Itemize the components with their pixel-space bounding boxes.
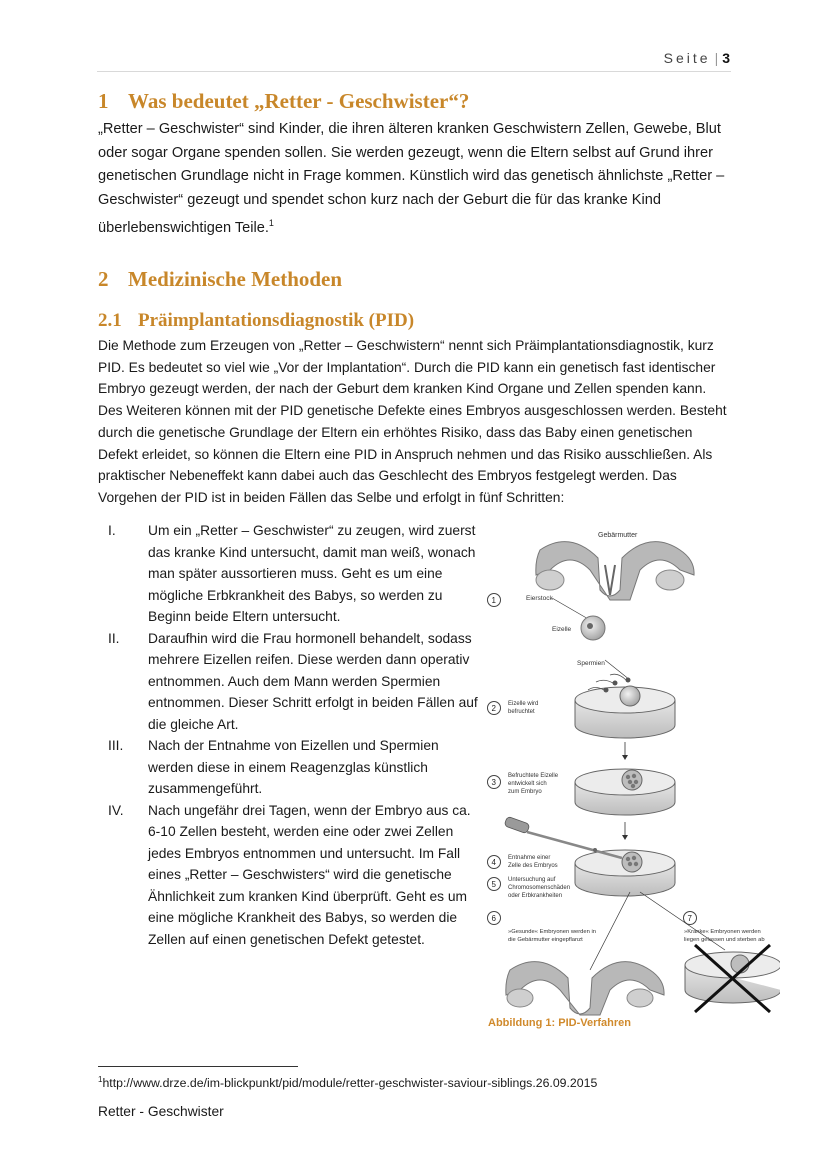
section-2-1-paragraph: Die Methode zum Erzeugen von „Retter – Geschwistern“ nennt sich Präimplantationsdiagnostik, kurz PID. Es bedeutet so viel wie „Vor der Implantation“. Durch die PID kann ein genetisch fast identischer Embryo gezeugt werden, der nach der Geburt dem kranken Kind Organe und Zellen spenden kann. Des Weiteren können mit der PID genetische Defekte eines Embryos ausgeschlossen werden. Besteht durch die genetische Grundlage der Eltern ein erhöhtes Risiko, dass das Baby einen genetischen Defekt erleidet, so können die Eltern eine PID in Anspruch nehmen und das Risiko ausschließen. Als praktischer Nebeneffekt kann dabei auch das Geschlecht des Embryos festgelegt werden. Das Vorgehen der PID ist in beiden Fällen das Selbe und erfolgt in fünf Schritten:	[98, 338, 727, 505]
footnote-link[interactable]: http://www.drze.de/im-blickpunkt/pid/module/retter-geschwister-saviour-siblings.26.09.2015	[102, 1076, 598, 1091]
page-number: 3	[722, 50, 730, 66]
footnote-reference: 1	[268, 218, 274, 229]
label-healthy-line2: die Gebärmutter eingepflanzt	[508, 937, 583, 943]
label-ovary: Eierstock	[526, 595, 553, 602]
list-item	[98, 735, 478, 800]
step-text: Nach ungefähr drei Tagen, wenn der Embryo aus ca. 6-10 Zellen besteht, werden eine oder zwei Zellen jedes Embryos entnommen und untersucht. Im Fall eines „Retter – Geschwisters“ wird die genetische Ähnlichkeit zum kranken Kind überprüft. Geht es um eine mögliche Krankheit des Babys, so werden die Zellen auf einen genetischen Defekt getestet.	[148, 802, 471, 947]
figure-caption: Abbildung 1: PID-Verfahren	[488, 1017, 632, 1029]
label-uterus: Gebärmutter	[598, 532, 638, 539]
label-exam-line3: oder Erbkrankheiten	[508, 893, 563, 899]
step-text: Daraufhin wird die Frau hormonell behandelt, sodass mehrere Eizellen reifen. Diese werden dann operativ entnommen. Auch dem Mann werden Spermien entnommen. Dieser Schritt erfolgt in beiden Fällen auf die gleiche Art.	[148, 630, 478, 732]
step-text: Nach der Entnahme von Eizellen und Spermien werden diese in einem Reagenzglas künstlich zusammengeführt.	[148, 738, 439, 796]
section-1-number: 1	[98, 89, 109, 113]
page-header	[664, 50, 730, 66]
list-item	[98, 520, 478, 628]
label-extraction-line1: Entnahme einer	[508, 855, 551, 861]
step-number-2: 2	[491, 704, 496, 713]
section-2-number: 2	[98, 267, 109, 291]
footnote-divider	[98, 1066, 298, 1067]
petri-dish-embryo	[575, 769, 675, 815]
step-numeral: III.	[108, 738, 124, 753]
section-1-heading	[98, 89, 469, 114]
section-2-1-heading	[98, 310, 414, 332]
label-healthy-line1: »Gesunde« Embryonen werden in	[508, 929, 596, 935]
label-exam-line2: Chromosomenschäden	[508, 885, 571, 891]
label-embryo-line2: entwickelt sich	[508, 781, 547, 787]
footnote-marker: 1	[98, 1075, 103, 1084]
label-fertilized-line1: Eizelle wird	[508, 701, 539, 707]
step-number-3: 3	[491, 778, 496, 787]
step-number-5: 5	[491, 880, 496, 889]
pid-steps-list	[98, 520, 478, 950]
label-embryo-line1: Befruchtete Eizelle	[508, 773, 559, 779]
label-egg: Eizelle	[552, 626, 572, 633]
label-extraction-line2: Zelle des Embryos	[508, 863, 558, 869]
petri-dish-extraction	[575, 850, 675, 896]
pid-procedure-figure	[480, 520, 780, 1040]
step-number-4: 4	[491, 858, 496, 867]
step-number-7: 7	[687, 914, 692, 923]
section-2-1-body	[98, 335, 730, 509]
list-item	[98, 800, 478, 951]
petri-dish-fertilization	[575, 674, 675, 738]
page-label: Seite	[663, 50, 711, 66]
step-numeral: I.	[108, 523, 116, 538]
label-embryo-line3: zum Embryo	[508, 789, 542, 795]
step-text: Um ein „Retter – Geschwister“ zu zeugen, wird zuerst das kranke Kind untersucht, damit man weiß, wonach man später aussortieren muss. Geht es um eine mögliche Erbkrankheit des Babys, so werden zu Beginn beide Eltern untersucht.	[148, 523, 476, 624]
section-2-1-title: Präimplantationsdiagnostik (PID)	[138, 310, 415, 331]
label-sperm: Spermien	[577, 660, 605, 667]
page-footer: Retter - Geschwister	[98, 1104, 224, 1119]
label-exam-line1: Untersuchung auf	[508, 877, 556, 883]
label-sick-line2: liegen gelassen und sterben ab	[684, 937, 765, 943]
list-item	[98, 628, 478, 736]
section-2-title: Medizinische Methoden	[128, 267, 343, 291]
header-rule	[97, 71, 731, 72]
header-separator: |	[714, 50, 719, 66]
step-numeral: II.	[108, 630, 120, 646]
uterus-illustration-bottom	[506, 962, 664, 1015]
footnote	[98, 1075, 597, 1090]
section-1-paragraph	[98, 118, 730, 241]
label-fertilized-line2: befruchtet	[508, 709, 535, 715]
rejected-embryo-dish	[685, 945, 780, 1012]
uterus-illustration-top	[536, 542, 694, 600]
step-number-1: 1	[491, 596, 496, 605]
section-2-heading	[98, 267, 342, 292]
section-1-title: Was bedeutet „Retter - Geschwister“?	[128, 89, 470, 113]
step-number-6: 6	[491, 914, 496, 923]
section-2-1-number: 2.1	[98, 310, 122, 331]
label-sick-line1: »Kranke« Embryonen werden	[684, 929, 761, 935]
section-1-text: „Retter – Geschwister“ sind Kinder, die ihren älteren kranken Geschwistern Zellen, Gewebe, Blut oder sogar Organe spenden sollen. Sie werden gezeugt, wenn die Eltern selbst auf Grund ihrer genetischen Grundlage nicht in Frage kommen. Künstlich wird das genetisch ähnlichste „Retter – Geschwister“ gezeugt und spendet schon kurz nach der Geburt die für das kranke Kind überlebenswichtigen Teile.	[98, 121, 725, 237]
section-1-body	[98, 118, 730, 241]
step-numeral: IV.	[108, 802, 124, 818]
